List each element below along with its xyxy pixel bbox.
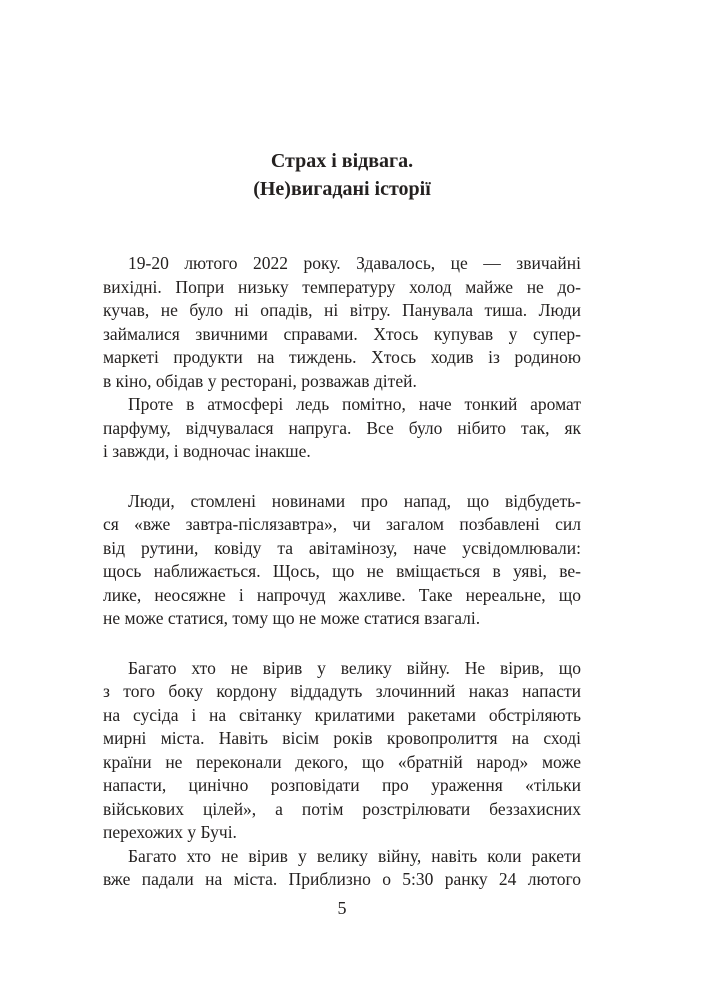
text-line: країни не переконали декого, що «братній народ» може — [103, 751, 581, 772]
body-paragraph — [103, 393, 581, 464]
text-line: перехожих у Бучі. — [103, 822, 237, 842]
text-line: маркеті продукти на тиждень. Хтось ходив із родиною — [103, 347, 581, 367]
text-line: 19-20 лютого 2022 року. Здавалось, це — звичайні — [128, 253, 581, 273]
text-line: лике, неосяжне і напрочуд жахливе. Таке нереальне, що — [103, 584, 581, 605]
text-line: напасти, цинічно розповідати про ураження «тільки — [103, 775, 581, 795]
text-line: не може статися, тому що не може статися взагалі. — [103, 608, 481, 628]
text-line: займалися звичними справами. Хтось купував у супер- — [103, 323, 581, 344]
text-line: військових цілей», а потім розстрілювати беззахисних — [103, 798, 581, 819]
text-line: вже падали на міста. Приблизно о 5:30 ранку 24 лютого — [103, 869, 581, 889]
text-line: від рутини, ковіду та авітамінозу, наче усвідомлювали: — [103, 537, 581, 558]
text-line: вихідні. Попри низьку температуру холод майже не до- — [103, 276, 581, 297]
text-line: Люди, стомлені новинами про напад, що відбудеть- — [128, 490, 581, 511]
text-line: Багато хто не вірив у велику війну. Не вірив, що — [128, 657, 581, 678]
chapter-title-line-1: Страх і відвага. — [270, 150, 414, 172]
body-paragraph — [103, 252, 581, 393]
chapter-title-line-2: (Не)вигадані історії — [253, 178, 431, 200]
text-line: на сусіда і на світанку крилатими ракетами обстріляють — [103, 704, 581, 725]
body-paragraph — [103, 845, 581, 892]
text-line: Проте в атмосфері ледь помітно, наче тонкий аромат — [128, 394, 581, 414]
body-text — [103, 252, 581, 892]
text-line: ся «вже завтра-післязавтра», чи загалом позбавлені сил — [103, 514, 581, 534]
text-line: Багато хто не вірив у велику війну, навіть коли ракети — [128, 845, 581, 866]
body-paragraph — [103, 490, 581, 631]
text-line: і завжди, і водночас інакше. — [103, 441, 311, 461]
text-line: парфуму, відчувалася напруга. Все було нібито так, як — [103, 417, 581, 438]
text-line: в кіно, обідав у ресторані, розважав дітей. — [103, 370, 417, 391]
chapter-title — [103, 147, 581, 203]
text-line: мирні міста. Навіть вісім років кровопролиття на сході — [103, 728, 581, 748]
body-paragraph — [103, 657, 581, 845]
page-number: 5 — [337, 897, 347, 918]
text-line: щось наближається. Щось, що не вміщається в уяві, ве- — [103, 561, 581, 581]
text-line: з того боку кордону віддадуть злочинний наказ напасти — [103, 681, 581, 701]
text-line: кучав, не було ні опадів, ні вітру. Панувала тиша. Люди — [103, 300, 581, 320]
